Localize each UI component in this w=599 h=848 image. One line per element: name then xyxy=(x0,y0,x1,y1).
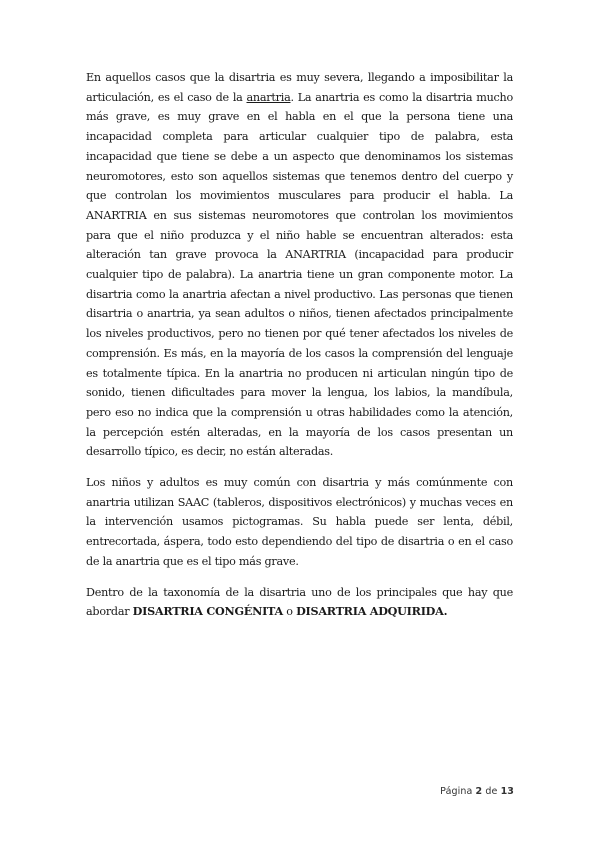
paragraph-3 xyxy=(86,583,513,622)
disartria-congenita-term: DISARTRIA CONGÉNITA xyxy=(132,604,283,619)
total-pages-number: 13 xyxy=(500,786,514,797)
paragraph-1-text-a: En aquellos casos que la disartria es muy severa, llegando a imposibilitar la articulación, es el caso de la xyxy=(86,71,513,104)
paragraph-2 xyxy=(86,473,513,572)
page-number-footer xyxy=(440,786,514,797)
paragraph-3-text-a: Dentro de la taxonomía de la disartria uno de los principales que hay que abordar xyxy=(86,585,513,619)
page-label: Página xyxy=(440,786,476,797)
paragraph-3-connector: o xyxy=(282,605,297,619)
disartria-adquirida-term: DISARTRIA ADQUIRIDA. xyxy=(296,604,448,619)
anartria-underlined-term: anartria xyxy=(246,90,291,104)
paragraph-1 xyxy=(86,68,513,462)
paragraph-2-text: Los niños y adultos es muy común con disartria y más comúnmente con anartria utilizan SAAC (tableros, dispositivos electrónicos) y muchas veces en la intervención usamos pictogramas. Su habla puede ser lenta, débil, entrecortada, áspera, todo esto dependiendo del tipo de disartria o en el caso de la anartria que es el tipo más grave. xyxy=(86,476,513,568)
page-separator: de xyxy=(482,786,501,797)
paragraph-1-text-b: . La anartria es como la disartria mucho más grave, es muy grave en el habla en el que la persona tiene una incapacidad completa para articular cualquier tipo de palabra, esta incapacidad que tiene se debe a un aspecto que denominamos los sistemas neuromotores, esto son aquellos sistemas que tenemos dentro del cuerpo y que controlan los movimientos musculares para producir el habla. La ANARTRIA en sus sistemas neuromotores que controlan los movimientos para que el niño produzca y el niño hable se encuentran alterados: esta alteración tan grave provoca la ANARTRIA (incapacidad para producir cualquier tipo de palabra). La anartria tiene un gran componente motor. La disartria como la anartria afectan a nivel productivo. Las personas que tienen disartria o anartria, ya sean adultos o niños, tienen afectados principalmente los niveles productivos, pero no tienen por qué tener afectados los niveles de comprensión. Es más, en la mayoría de los casos la comprensión del lenguaje es totalmente típica. En la anartria no producen ni articulan ningún tipo de sonido, tienen dificultades para mover la lengua, los labios, la mandíbula, pero eso no indica que la comprensión u otras habilidades como la atención, la percepción estén alteradas, en la mayoría de los casos presentan un desarrollo típico, es decir, no están alteradas. xyxy=(86,90,513,459)
current-page-number: 2 xyxy=(475,786,483,797)
document-body xyxy=(86,68,513,633)
